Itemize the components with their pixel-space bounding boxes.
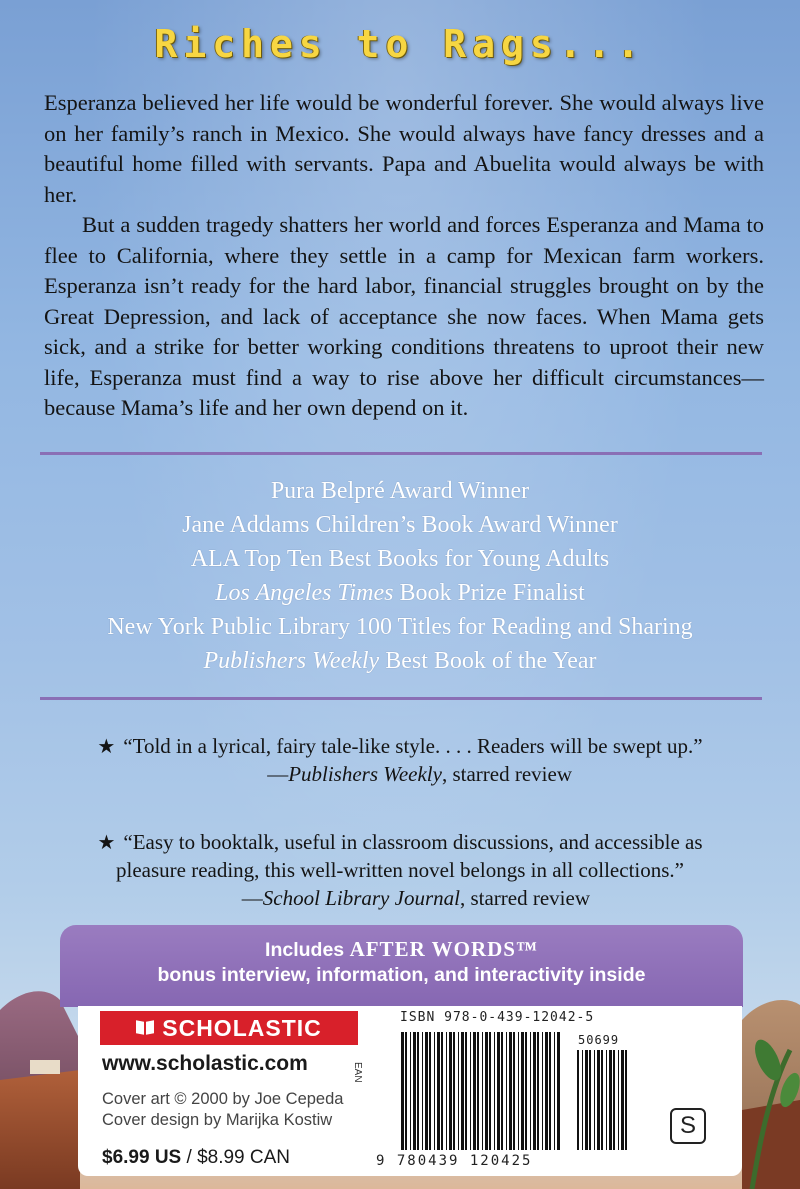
review-quote — [0, 828, 800, 912]
barcode-bar — [422, 1032, 423, 1150]
cover-art-credit: Cover art © 2000 by Joe Cepeda — [102, 1090, 344, 1108]
barcode-bar — [458, 1032, 459, 1150]
barcode-bar — [594, 1050, 595, 1150]
barcode-bar — [461, 1032, 464, 1150]
barcode-bar — [509, 1032, 512, 1150]
barcode-bar — [497, 1032, 500, 1150]
award-publication: Los Angeles Times — [215, 580, 394, 606]
barcode-bar — [545, 1032, 548, 1150]
review-source-dash: — — [241, 886, 263, 910]
barcode-bar — [506, 1032, 507, 1150]
barcode-bar — [446, 1032, 447, 1150]
barcode-bar — [401, 1032, 404, 1150]
banner-line — [60, 937, 743, 963]
barcode-bar — [621, 1050, 624, 1150]
synopsis — [44, 88, 764, 424]
after-words-brand: AFTER WORDS™ — [349, 937, 538, 961]
barcode — [400, 1032, 562, 1150]
star-icon: ★ — [97, 734, 116, 758]
barcode-bar — [618, 1050, 619, 1150]
logo-text: SCHOLASTIC — [162, 1014, 322, 1041]
ean-label: EAN — [352, 1062, 363, 1083]
barcode-bar — [449, 1032, 452, 1150]
award-text: Best Book of the Year — [379, 648, 597, 674]
award-item — [0, 644, 800, 678]
price-us: $6.99 US — [102, 1147, 182, 1168]
isbn: ISBN 978-0-439-12042-5 — [400, 1010, 595, 1025]
barcode-bar — [549, 1032, 551, 1150]
barcode-bar — [482, 1032, 483, 1150]
barcode-bar — [557, 1032, 560, 1150]
cover-design-credit: Cover design by Marijka Kostiw — [102, 1111, 333, 1129]
farmhouse — [30, 1060, 60, 1074]
banner-prefix: Includes — [265, 939, 350, 961]
barcode-bar — [465, 1032, 467, 1150]
barcode-bar — [513, 1032, 515, 1150]
award-item: Pura Belpré Award Winner — [270, 478, 530, 504]
award-item: New York Public Library 100 Titles for Reading and Sharing — [107, 614, 693, 640]
barcode-bar — [533, 1032, 536, 1150]
barcode-bar — [473, 1032, 476, 1150]
award-item: ALA Top Ten Best Books for Young Adults — [190, 546, 610, 572]
review-source-publication: Publishers Weekly — [288, 762, 442, 786]
barcode-digits: 9 780439 120425 — [376, 1153, 533, 1169]
after-words-banner — [60, 925, 743, 1007]
barcode-bar — [542, 1032, 543, 1150]
addon-barcode — [576, 1050, 632, 1150]
open-book-icon — [136, 1020, 154, 1036]
award-text: Book Prize Finalist — [393, 580, 585, 606]
left-field — [0, 1070, 80, 1189]
barcode-bar — [554, 1032, 555, 1150]
review-line: pleasure reading, this well-written novel belongs in all collections.” — [115, 858, 684, 882]
review-source-text: , starred review — [459, 886, 590, 910]
barcode-bar — [494, 1032, 495, 1150]
scholastic-logo — [100, 1011, 358, 1045]
barcode-bar — [501, 1032, 503, 1150]
divider-rule — [40, 452, 762, 455]
barcode-bar — [525, 1032, 527, 1150]
barcode-bar — [577, 1050, 579, 1150]
award-publication: Publishers Weekly — [203, 648, 380, 674]
review-quote — [0, 732, 800, 788]
barcode-bar — [601, 1050, 603, 1150]
barcode-bar — [405, 1032, 407, 1150]
barcode-bar — [606, 1050, 607, 1150]
barcode-bar — [470, 1032, 471, 1150]
publisher-url[interactable]: www.scholastic.com — [102, 1052, 308, 1075]
review-source-publication: School Library Journal — [262, 886, 460, 910]
barcode-bar — [613, 1050, 615, 1150]
divider-rule — [40, 697, 762, 700]
addon-digits: 50699 — [578, 1033, 620, 1047]
barcode-bar — [434, 1032, 435, 1150]
review-source-text: , starred review — [441, 762, 572, 786]
star-icon: ★ — [97, 830, 116, 854]
review-text: “Easy to booktalk, useful in classroom discussions, and accessible as — [123, 830, 703, 854]
barcode-bar — [582, 1050, 583, 1150]
review-line — [0, 732, 800, 760]
review-source-dash: — — [267, 762, 289, 786]
barcode-bar — [485, 1032, 488, 1150]
review-line — [0, 828, 800, 856]
awards-list — [0, 474, 800, 678]
barcode-bar — [589, 1050, 591, 1150]
barcode-bar — [537, 1032, 539, 1150]
barcode-bar — [441, 1032, 443, 1150]
review-source — [0, 760, 800, 788]
rating-badge: S — [670, 1108, 706, 1144]
banner-line: bonus interview, information, and interactivity inside — [157, 964, 646, 986]
award-item: Jane Addams Children’s Book Award Winner — [182, 512, 618, 538]
award-item — [0, 576, 800, 610]
barcode-bar — [625, 1050, 627, 1150]
barcode-bar — [609, 1050, 612, 1150]
barcode-bar — [453, 1032, 455, 1150]
price-can: $8.99 CAN — [197, 1147, 291, 1168]
synopsis-paragraph: Esperanza believed her life would be wonderful forever. She would always live on her family’s ranch in Mexico. She would always have fancy dresses and a beautiful home filled with servants. Papa and Abuelita would always be with her. — [44, 90, 764, 207]
barcode-bar — [429, 1032, 431, 1150]
barcode-bar — [530, 1032, 531, 1150]
barcode-bar — [521, 1032, 524, 1150]
review-text: “Told in a lyrical, fairy tale-like style. . . . Readers will be swept up.” — [123, 734, 703, 758]
synopsis-paragraph: But a sudden tragedy shatters her world and forces Esperanza and Mama to flee to California, where they settle in a camp for Mexican farm workers. Esperanza isn’t ready for the hard labor, financial struggles brought on by the Great Depression, and lack of acceptance she now faces. When Mama gets sick, and a strike for better working conditions threatens to uproot their new life, Esperanza must find a way to rise above her difficult circumstances—because Mama’s life and her own depend on it. — [44, 212, 764, 420]
barcode-bar — [410, 1032, 411, 1150]
barcode-bar — [585, 1050, 588, 1150]
barcode-bar — [518, 1032, 519, 1150]
barcode-bar — [477, 1032, 479, 1150]
barcode-bar — [437, 1032, 440, 1150]
tagline-title: Riches to Rags... — [154, 22, 646, 66]
barcode-bar — [425, 1032, 428, 1150]
barcode-bar — [597, 1050, 600, 1150]
barcode-bar — [417, 1032, 419, 1150]
barcode-bar — [413, 1032, 416, 1150]
price — [102, 1147, 290, 1169]
price-separator: / — [181, 1147, 198, 1168]
right-field — [742, 1100, 800, 1189]
review-source — [0, 884, 800, 912]
barcode-bar — [489, 1032, 491, 1150]
